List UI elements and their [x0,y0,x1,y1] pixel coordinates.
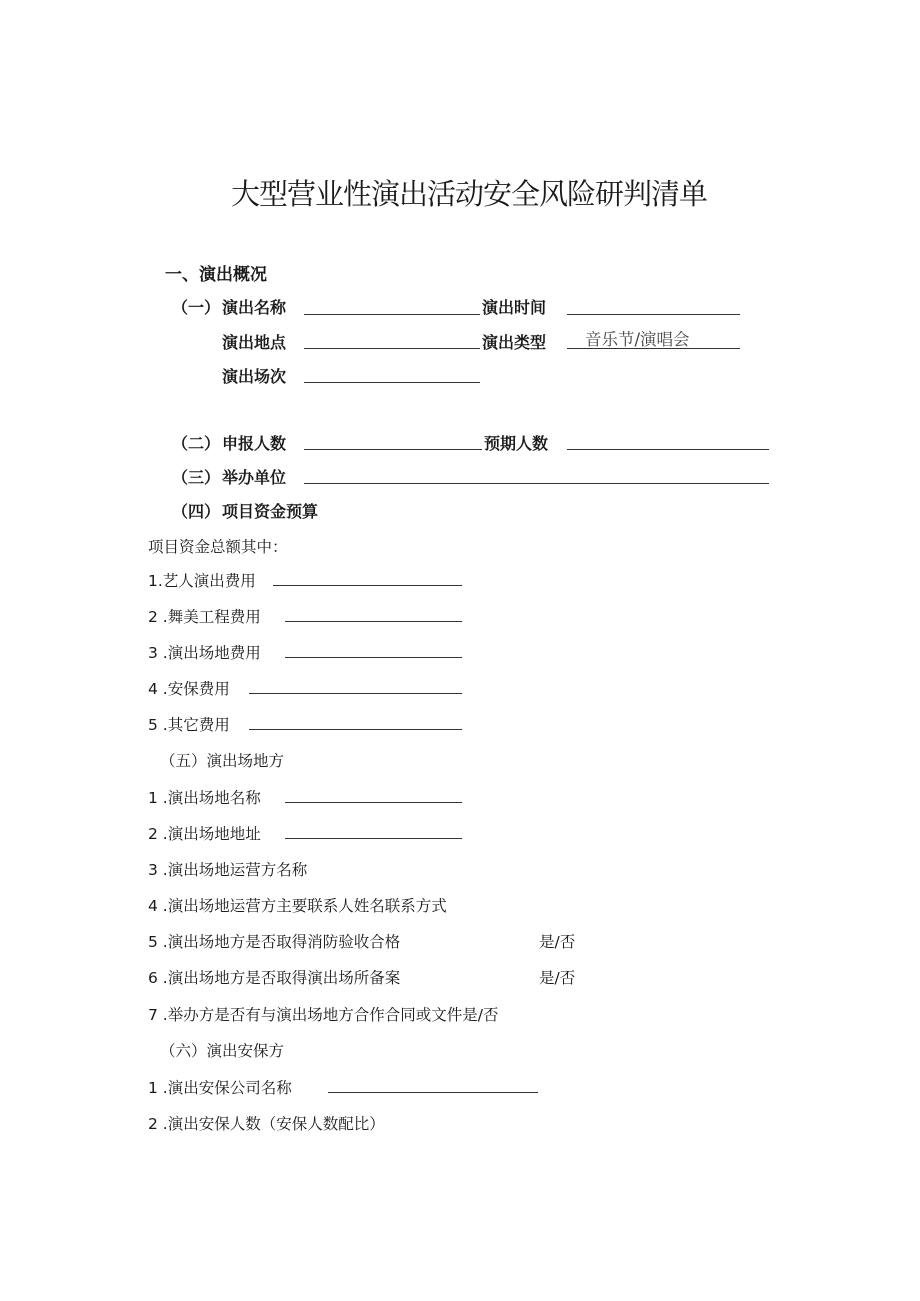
sub1-label: （一） [172,298,221,317]
budget-other-field[interactable] [249,729,462,730]
organizer-label: 举办单位 [222,468,287,487]
venue-heading: （五）演出场地方 [160,752,285,770]
sub4-label: （四） [172,502,221,521]
declared-count-field[interactable] [304,449,482,450]
budget-artist-field[interactable] [273,585,462,586]
budget-item-venue: 3 .演出场地费用 [148,644,261,662]
expected-count-label: 预期人数 [484,434,549,453]
venue-item-operator: 3 .演出场地运营方名称 [148,861,308,879]
declared-count-label: 申报人数 [222,434,287,453]
budget-item-artist: 1.艺人演出费用 [148,572,256,590]
performance-time-label: 演出时间 [482,298,547,317]
venue-item-fire: 5 .演出场地方是否取得消防验收合格 [148,933,401,951]
expected-count-field[interactable] [567,449,769,450]
performance-name-label: 演出名称 [222,298,287,317]
venue-item-contact: 4 .演出场地运营方主要联系人姓名联系方式 [148,897,447,915]
performance-type-label: 演出类型 [482,333,547,352]
performance-place-field[interactable] [304,348,480,349]
security-company-field[interactable] [328,1092,538,1093]
venue-item-address: 2 .演出场地地址 [148,825,261,843]
section-heading-overview: 一、演出概况 [165,265,267,285]
performance-place-label: 演出地点 [222,333,287,352]
budget-venue-field[interactable] [285,657,462,658]
venue-name-field[interactable] [285,802,462,803]
budget-intro: 项目资金总额其中： [148,538,288,556]
fire-yes-no[interactable]: 是/否 [539,933,576,951]
budget-stage-field[interactable] [285,621,462,622]
sub3-label: （三） [172,468,221,487]
budget-item-other: 5 .其它费用 [148,716,230,734]
sub2-label: （二） [172,434,221,453]
filing-yes-no[interactable]: 是/否 [539,969,576,987]
performance-sessions-label: 演出场次 [222,367,287,386]
organizer-field[interactable] [304,483,769,484]
performance-type-value: 音乐节/演唱会 [585,330,690,349]
venue-address-field[interactable] [285,838,462,839]
budget-label: 项目资金预算 [222,502,319,521]
budget-security-field[interactable] [249,693,462,694]
budget-item-stage: 2 .舞美工程费用 [148,608,261,626]
venue-item-contract: 7 .举办方是否有与演出场地方合作合同或文件是/否 [148,1006,499,1024]
performance-sessions-field[interactable] [304,382,480,383]
page-title: 大型营业性演出活动安全风险研判清单 [231,177,708,211]
security-item-count: 2 .演出安保人数（安保人数配比） [148,1115,385,1133]
venue-item-filing: 6 .演出场地方是否取得演出场所备案 [148,969,401,987]
security-item-company: 1 .演出安保公司名称 [148,1079,292,1097]
venue-item-name: 1 .演出场地名称 [148,789,261,807]
security-heading: （六）演出安保方 [160,1042,285,1060]
performance-time-field[interactable] [567,314,740,315]
budget-item-security: 4 .安保费用 [148,680,230,698]
performance-name-field[interactable] [304,314,480,315]
